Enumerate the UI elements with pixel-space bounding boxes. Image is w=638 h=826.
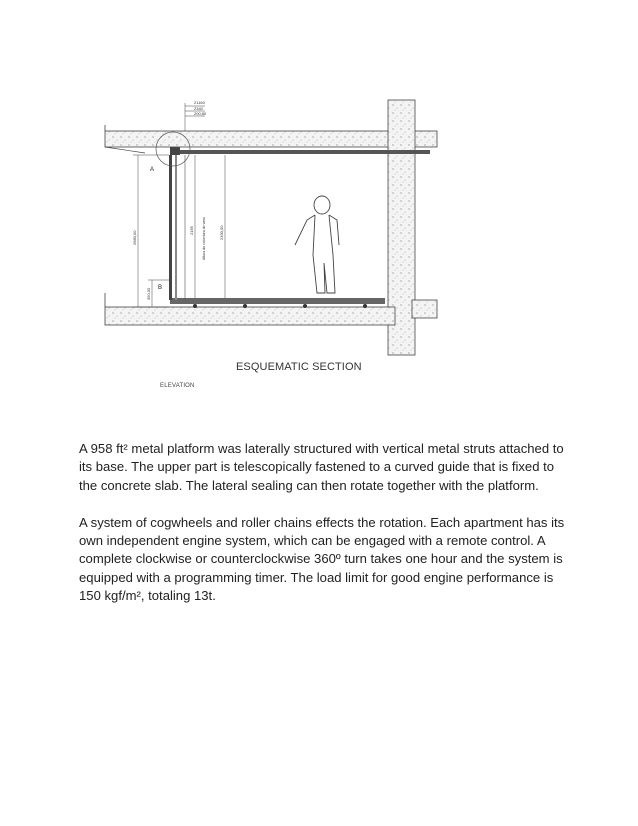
vertical-note: Altura da cobertura do vaso bbox=[202, 217, 206, 260]
dim-height-total: 2680,00 bbox=[132, 230, 137, 245]
dim-top-2: 2340 bbox=[194, 106, 203, 111]
lower-slab bbox=[105, 307, 395, 325]
figure-head bbox=[314, 196, 330, 214]
dim-top-3: 200,80 bbox=[194, 111, 207, 116]
lower-slab-right bbox=[412, 300, 437, 318]
platform bbox=[170, 298, 385, 304]
body-text bbox=[79, 440, 569, 624]
dim-height-slab: 2330,00 bbox=[219, 225, 224, 240]
platform-roller bbox=[243, 304, 247, 308]
platform-roller bbox=[193, 304, 197, 308]
upper-slab-right bbox=[412, 131, 437, 147]
ceiling-guide-left bbox=[170, 147, 180, 155]
lateral-strut-inner bbox=[175, 155, 177, 300]
dim-height-inner: 2165 bbox=[189, 226, 194, 235]
dim-top-1: 21160 bbox=[194, 100, 205, 105]
left-dimensions bbox=[133, 155, 225, 307]
drawing-title: ESQUEMATIC SECTION bbox=[236, 361, 362, 373]
section-drawing bbox=[95, 95, 445, 400]
lateral-strut-outer bbox=[169, 155, 172, 300]
point-a-label: A bbox=[150, 167, 155, 173]
paragraph-2: A system of cogwheels and roller chains effects the rotation. Each apartment has its own independent engine system, which can be engaged with a remote control. A complete clockwise or counterclockwise 360º turn takes one hour and the system is equipped with a programming timer. The load limit for good engine performance is 150 kgf/m², totaling 13t. bbox=[79, 514, 565, 604]
upper-slab-hanger bbox=[105, 147, 145, 153]
platform-roller bbox=[363, 304, 367, 308]
platform-roller bbox=[303, 304, 307, 308]
dim-height-low: 350,00 bbox=[146, 287, 151, 300]
human-figure-icon bbox=[295, 196, 339, 293]
section-drawing-svg bbox=[95, 95, 445, 400]
figure-body bbox=[295, 215, 339, 293]
upper-slab bbox=[105, 131, 395, 147]
drawing-subtitle: ELEVATION bbox=[160, 383, 195, 389]
point-b-label: B bbox=[158, 285, 163, 291]
ceiling-guide bbox=[170, 150, 430, 154]
paragraph-1: A 958 ft² metal platform was laterally structured with vertical metal struts attached to its base. The upper part is telescopically fastened to a curved guide that is fixed to the concrete slab. The lateral sealing can then rotate together with the platform. bbox=[79, 441, 564, 493]
